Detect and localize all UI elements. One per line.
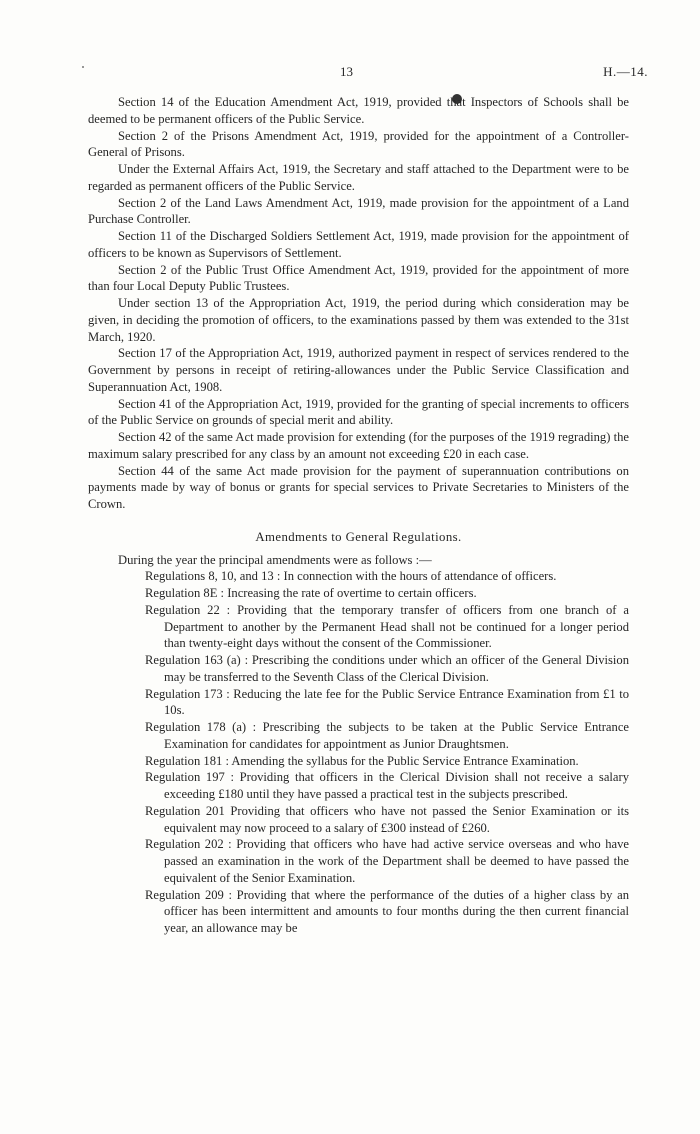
page-header <box>0 64 700 82</box>
paragraph: Section 44 of the same Act made provision for the payment of superannuation contributions on payments made by way of bonus or grants for special services to Private Secretaries to Ministers of the Crown. <box>88 463 629 511</box>
paragraph: Under the External Affairs Act, 1919, the Secretary and staff attached to the Department were to be regarded as permanent officers of the Public Service. <box>88 162 629 193</box>
paragraph: Section 14 of the Education Amendment Act, 1919, provided that Inspectors of Schools shall be deemed to be permanent officers of the Public Service. <box>88 95 629 126</box>
paragraph: Under section 13 of the Appropriation Act, 1919, the period during which consideration may be given, in deciding the promotion of officers, to the examinations passed by them was extended to the 31st March, 1920. <box>88 296 629 344</box>
document-id: H.—14. <box>603 64 648 79</box>
regulation-item: Regulation 197 : Providing that officers in the Clerical Division shall not receive a salary exceeding £180 until they have passed a practical test in the subjects prescribed. <box>145 770 629 801</box>
regulation-item: Regulation 8E : Increasing the rate of overtime to certain officers. <box>145 586 477 600</box>
page-number: 13 <box>340 64 353 79</box>
regulation-item: Regulations 8, 10, and 13 : In connection with the hours of attendance of officers. <box>145 569 557 584</box>
regulation-item: Regulation 209 : Providing that where the performance of the duties of a higher class by an officer has been intermittent and amounts to four months during the then current financial year, an allowance may be <box>145 887 629 935</box>
paragraph: Section 42 of the same Act made provision for extending (for the purposes of the 1919 regrading) the maximum salary prescribed for any class by an amount not exceeding £20 in each case. <box>88 430 629 461</box>
intro-line: During the year the principal amendments were as follows :— <box>118 552 432 567</box>
paragraph: Section 2 of the Prisons Amendment Act, 1919, provided for the appointment of a Controller-General of Prisons. <box>88 128 629 160</box>
section-heading: Amendments to General Regulations. <box>255 529 462 544</box>
regulation-item: Regulation 173 : Reducing the late fee for the Public Service Entrance Examination from £1 to 10s. <box>145 686 629 718</box>
regulation-item: Regulation 202 : Providing that officers who have had active service overseas and who have passed an examination in the work of the Department shall be deemed to have passed the equivalent of the Senior Examination. <box>145 837 629 885</box>
paragraph: Section 41 of the Appropriation Act, 1919, provided for the granting of special increments to officers of the Public Service on grounds of special merit and ability. <box>88 396 629 428</box>
paragraph: Section 11 of the Discharged Soldiers Settlement Act, 1919, made provision for the appointment of officers to be known as Supervisors of Settlement. <box>88 229 629 260</box>
regulation-item: Regulation 22 : Providing that the temporary transfer of officers from one branch of a Department to another by the Permanent Head shall not be continued for a longer period than twenty-eight days without the consent of the Commissioner. <box>145 602 629 651</box>
paragraph: Section 2 of the Public Trust Office Amendment Act, 1919, provided for the appointment of more than four Local Deputy Public Trustees. <box>88 262 629 294</box>
paragraph: Section 2 of the Land Laws Amendment Act, 1919, made provision for the appointment of a Land Purchase Controller. <box>88 195 629 227</box>
document-body <box>88 94 629 937</box>
regulation-item: Regulation 163 (a) : Prescribing the conditions under which an officer of the General Division may be transferred to the Seventh Class of the Clerical Division. <box>145 653 629 684</box>
regulation-item: Regulation 181 : Amending the syllabus for the Public Service Entrance Examination. <box>145 753 579 768</box>
paragraph: Section 17 of the Appropriation Act, 1919, authorized payment in respect of services rendered to the Government by persons in receipt of retiring-allowances under the Public Service Classification and Superannuation Act, 1908. <box>88 346 629 394</box>
regulation-item: Regulation 178 (a) : Prescribing the subjects to be taken at the Public Service Entrance Examination for candidates for appointment as Junior Draughtsmen. <box>145 720 629 751</box>
regulation-item: Regulation 201 Providing that officers who have not passed the Senior Examination or its equivalent may now proceed to a salary of £300 instead of £260. <box>145 803 629 835</box>
